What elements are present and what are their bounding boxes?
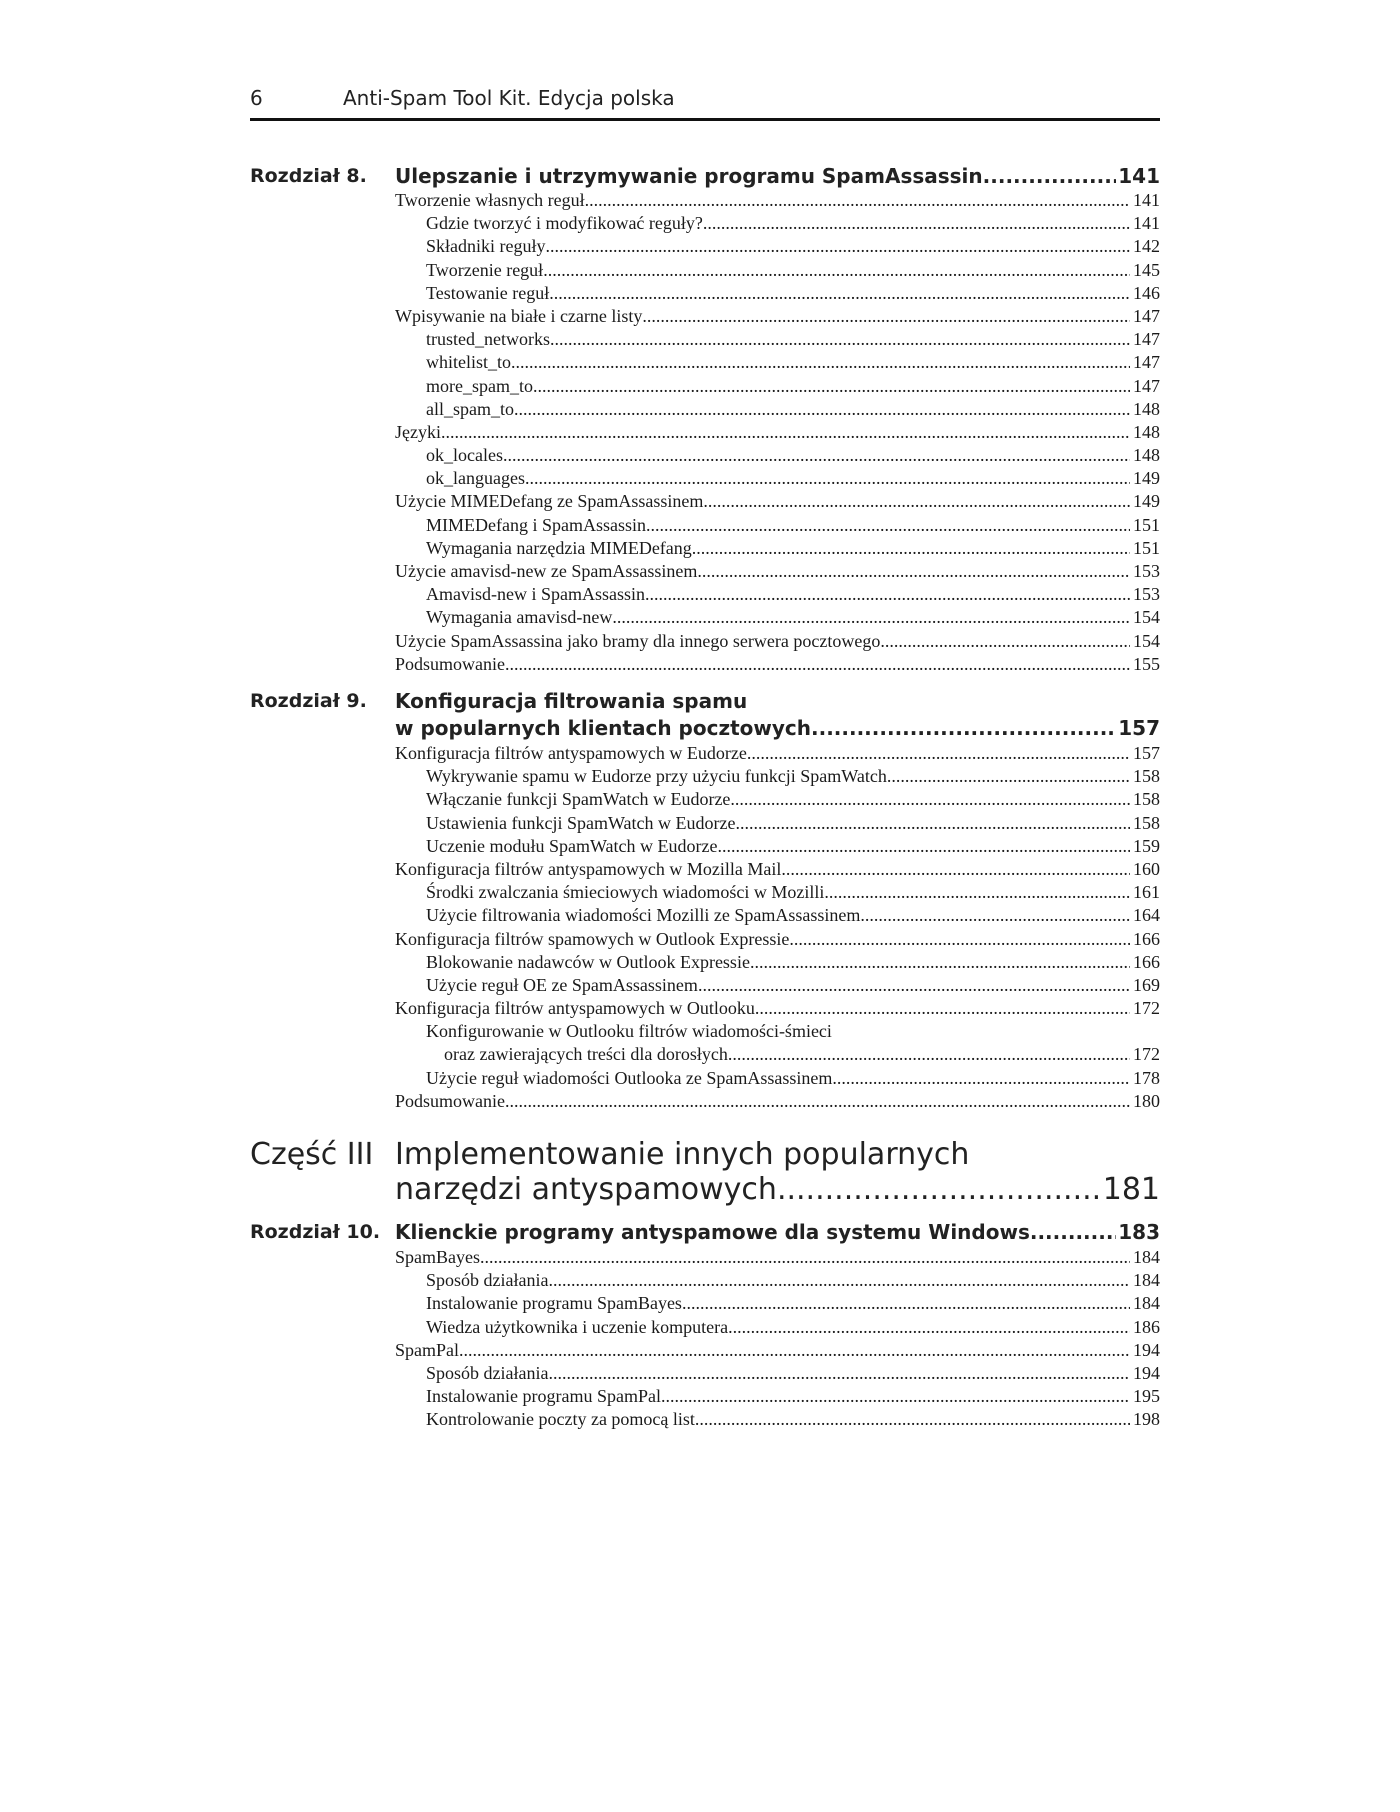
toc-entry-title: Wiedza użytkownika i uczenie komputera	[426, 1316, 729, 1337]
toc-entry-page: 149	[1133, 491, 1160, 512]
dot-leader	[1030, 1219, 1116, 1246]
dot-leader	[781, 858, 1130, 881]
toc-entry-page: 147	[1133, 305, 1160, 326]
dot-leader	[480, 1246, 1130, 1269]
chapter-title-text: Ulepszanie i utrzymywanie programu SpamAssassin	[395, 164, 983, 188]
toc-entry[interactable]	[395, 835, 1160, 858]
toc-entry[interactable]	[395, 421, 1160, 444]
toc-entry-page: 141	[1133, 213, 1160, 234]
toc-entry[interactable]	[395, 259, 1160, 282]
dot-leader	[692, 537, 1130, 560]
dot-leader	[661, 1385, 1130, 1408]
book-title: Anti-Spam Tool Kit. Edycja polska	[343, 86, 675, 110]
dot-leader	[546, 235, 1131, 258]
toc-entry[interactable]	[395, 189, 1160, 212]
toc-entry[interactable]	[395, 881, 1160, 904]
toc-entry[interactable]	[395, 351, 1160, 374]
toc-entry-page: 198	[1133, 1409, 1160, 1430]
toc-entry-page: 151	[1133, 514, 1160, 535]
toc-entry-page: 172	[1133, 1044, 1160, 1065]
chapter-title[interactable]	[395, 163, 1160, 190]
toc-entry[interactable]	[395, 235, 1160, 258]
toc-entry-page: 153	[1133, 561, 1160, 581]
toc-entry-title: Testowanie reguł	[426, 282, 550, 303]
dot-leader	[755, 997, 1130, 1020]
dot-leader	[703, 490, 1130, 513]
toc-entry-title: Konfiguracja filtrów antyspamowych w Eudorze	[395, 743, 747, 763]
toc-entry-page: 146	[1133, 282, 1160, 303]
toc-entry-title: Środki zwalczania śmieciowych wiadomości w Mozilli	[426, 882, 825, 903]
toc-entry[interactable]	[395, 1269, 1160, 1292]
dot-leader	[503, 444, 1130, 467]
toc-entry-page: 160	[1133, 858, 1160, 879]
dot-leader	[887, 765, 1130, 788]
dot-leader	[459, 1339, 1130, 1362]
dot-leader	[832, 1067, 1130, 1090]
toc-entry-page: 141	[1133, 190, 1160, 210]
page-number: 6	[250, 86, 263, 110]
toc-entry-title: Konfiguracja filtrów spamowych w Outlook Expressie	[395, 928, 790, 949]
toc-entry-title: Sposób działania	[426, 1270, 549, 1291]
toc-entry-page: 148	[1133, 421, 1160, 442]
toc-entry-page: 180	[1133, 1090, 1160, 1111]
dot-leader	[811, 715, 1116, 742]
dot-leader	[585, 189, 1130, 212]
toc-entry-page: 145	[1133, 259, 1160, 280]
toc-entry[interactable]	[395, 630, 1160, 653]
toc-entry[interactable]	[395, 328, 1160, 351]
toc-entry[interactable]	[395, 398, 1160, 421]
chapter-title[interactable]	[395, 1219, 1160, 1246]
toc-entry-page: 154	[1133, 607, 1160, 628]
dot-leader	[698, 974, 1130, 997]
toc-entry-page: 158	[1133, 766, 1160, 787]
toc-entry-page: 155	[1133, 653, 1160, 674]
dot-leader	[728, 1043, 1130, 1066]
toc-entry-title: Amavisd-new i SpamAssassin	[426, 584, 645, 605]
toc-entry-page: 166	[1133, 951, 1160, 972]
chapter-page: 141	[1118, 164, 1160, 188]
toc-entry-title: Użycie SpamAssassina jako bramy dla innego serwera pocztowego	[395, 630, 881, 651]
toc-entry[interactable]	[395, 788, 1160, 811]
toc-entry-page: 186	[1133, 1316, 1160, 1337]
toc-entry[interactable]	[395, 1408, 1160, 1431]
toc-entry-title: Instalowanie programu SpamPal	[426, 1386, 661, 1407]
dot-leader	[730, 788, 1130, 811]
toc-entry-title: Wpisywanie na białe i czarne listy	[395, 305, 643, 326]
toc-entry-title: Wymagania narzędzia MIMEDefang	[426, 537, 692, 558]
toc-entry[interactable]	[395, 282, 1160, 305]
toc-entry-page: 148	[1133, 445, 1160, 466]
toc-entry-page: 153	[1133, 584, 1160, 605]
toc-entry-title: Wymagania amavisd-new	[426, 607, 613, 628]
dot-leader	[747, 742, 1130, 765]
toc-entry[interactable]	[395, 212, 1160, 235]
toc-entry-title: ok_languages	[426, 468, 525, 489]
dot-leader	[543, 259, 1130, 282]
toc-entry-page: 154	[1133, 630, 1160, 651]
dot-leader	[697, 560, 1130, 583]
toc-entry-page: 164	[1133, 905, 1160, 926]
toc-entry-page: 147	[1133, 352, 1160, 373]
part-title-text: narzędzi antyspamowych	[395, 1172, 777, 1207]
toc-entry-page: 184	[1133, 1293, 1160, 1314]
dot-leader	[548, 1269, 1130, 1292]
dot-leader	[824, 881, 1130, 904]
toc-entry-title: Blokowanie nadawców w Outlook Expressie	[426, 951, 750, 972]
toc-entry-title: trusted_networks	[426, 329, 550, 350]
dot-leader	[505, 653, 1130, 676]
part-title[interactable]	[395, 1137, 1160, 1207]
toc-entry-title: oraz zawierających treści dla dorosłych	[444, 1044, 728, 1065]
toc-entry-title: Języki	[395, 421, 441, 442]
dot-leader	[642, 305, 1130, 328]
dot-leader	[983, 163, 1117, 190]
dot-leader	[511, 351, 1130, 374]
toc-entry-page: 148	[1133, 398, 1160, 419]
dot-leader	[646, 514, 1130, 537]
toc-entry-page: 158	[1133, 789, 1160, 810]
toc-entry-title: Uczenie modułu SpamWatch w Eudorze	[426, 835, 718, 856]
toc-entry-title: Instalowanie programu SpamBayes	[426, 1293, 682, 1314]
toc-entry-title: Tworzenie reguł	[426, 259, 544, 280]
toc-entry-title: Użycie filtrowania wiadomości Mozilli ze SpamAssassinem	[426, 905, 861, 926]
header-rule	[250, 118, 1160, 121]
toc-entry-page: 184	[1133, 1247, 1160, 1267]
toc-entry-page: 151	[1133, 537, 1160, 558]
dot-leader	[645, 583, 1130, 606]
dot-leader	[695, 1408, 1130, 1431]
dot-leader	[548, 1362, 1130, 1385]
dot-leader	[550, 328, 1130, 351]
toc-entry-title: Włączanie funkcji SpamWatch w Eudorze	[426, 789, 731, 810]
dot-leader	[735, 812, 1130, 835]
dot-leader	[789, 928, 1130, 951]
toc-entry[interactable]	[395, 1339, 1160, 1362]
toc-entry-page: 158	[1133, 812, 1160, 833]
toc-entry-title: Wykrywanie spamu w Eudorze przy użyciu funkcji SpamWatch	[426, 766, 887, 787]
chapter-title-text: Klienckie programy antyspamowe dla systemu Windows	[395, 1220, 1030, 1244]
dot-leader	[612, 606, 1130, 629]
dot-leader	[525, 467, 1130, 490]
toc-entry-title: Użycie reguł wiadomości Outlooka ze SpamAssassinem	[426, 1067, 833, 1088]
toc-entry-page: 172	[1133, 998, 1160, 1019]
toc-entry[interactable]	[395, 1292, 1160, 1315]
toc-entry[interactable]	[395, 904, 1160, 927]
toc-entry[interactable]	[395, 1067, 1160, 1090]
toc-entries	[395, 742, 1160, 1113]
toc-entry[interactable]	[395, 537, 1160, 560]
part-title-text: Implementowanie innych popularnych	[395, 1137, 970, 1172]
dot-leader	[441, 421, 1130, 444]
dot-leader	[717, 835, 1130, 858]
toc-entry-page: 147	[1133, 375, 1160, 396]
toc-entry[interactable]	[395, 653, 1160, 676]
toc-entry-page: 147	[1133, 329, 1160, 350]
toc-entry[interactable]	[395, 1043, 1160, 1066]
toc-entry[interactable]	[395, 606, 1160, 629]
toc-entry[interactable]	[395, 812, 1160, 835]
toc-entry-title: SpamPal	[395, 1339, 460, 1360]
toc-entry[interactable]	[395, 1385, 1160, 1408]
dot-leader	[860, 904, 1130, 927]
toc-entry-title: whitelist_to	[426, 352, 511, 373]
toc-entry-title: all_spam_to	[426, 398, 514, 419]
dot-leader	[880, 630, 1130, 653]
toc-entry[interactable]	[395, 305, 1160, 328]
dot-leader	[514, 398, 1130, 421]
toc-entry-title: Konfiguracja filtrów antyspamowych w Mozilla Mail	[395, 858, 782, 879]
toc-entry-title: Użycie MIMEDefang ze SpamAssassinem	[395, 491, 704, 512]
toc-entry[interactable]	[395, 951, 1160, 974]
chapter-label: Rozdział 9.	[250, 690, 367, 712]
toc-entry-page: 159	[1133, 835, 1160, 856]
toc-entry-page: 194	[1133, 1362, 1160, 1383]
toc-entry-page: 142	[1133, 236, 1160, 257]
dot-leader	[549, 282, 1130, 305]
toc-entry-title: Konfiguracja filtrów antyspamowych w Outlooku	[395, 998, 755, 1019]
toc-entry-page: 166	[1133, 928, 1160, 949]
dot-leader	[728, 1316, 1130, 1339]
toc-entry[interactable]	[395, 974, 1160, 997]
chapter-page: 183	[1118, 1220, 1160, 1244]
toc-entry[interactable]	[395, 1090, 1160, 1113]
toc-entry[interactable]	[395, 1246, 1160, 1269]
toc-entry[interactable]	[395, 997, 1160, 1020]
toc-entry[interactable]	[395, 1020, 1160, 1043]
toc-entry[interactable]	[395, 583, 1160, 606]
toc-entry-title: Użycie amavisd-new ze SpamAssassinem	[395, 561, 698, 581]
toc-entry[interactable]	[395, 560, 1160, 583]
toc-entry-title: more_spam_to	[426, 375, 533, 396]
dot-leader	[777, 1172, 1101, 1207]
toc-entry[interactable]	[395, 1362, 1160, 1385]
toc-entry-title: Tworzenie własnych reguł	[395, 190, 585, 210]
toc-entry-title: SpamBayes	[395, 1247, 480, 1267]
dot-leader	[533, 375, 1130, 398]
toc-entry-title: ok_locales	[426, 445, 503, 466]
toc-entry-title: MIMEDefang i SpamAssassin	[426, 514, 646, 535]
part-label: Część III	[250, 1137, 374, 1172]
toc-entry-page: 194	[1133, 1339, 1160, 1360]
toc-entry-title: Podsumowanie	[395, 1090, 505, 1111]
chapter-label: Rozdział 10.	[250, 1221, 381, 1243]
dot-leader	[505, 1090, 1130, 1113]
toc-entries	[395, 189, 1160, 676]
toc-entry-title: Podsumowanie	[395, 653, 505, 674]
chapter-title[interactable]	[395, 688, 1160, 742]
toc-entry[interactable]	[395, 444, 1160, 467]
chapter-title-text: w popularnych klientach pocztowych	[395, 716, 811, 740]
toc-entries	[395, 1246, 1160, 1432]
dot-leader	[750, 951, 1130, 974]
toc-entry-title: Ustawienia funkcji SpamWatch w Eudorze	[426, 812, 736, 833]
toc-entry[interactable]	[395, 928, 1160, 951]
toc-entry-title: Kontrolowanie poczty za pomocą list	[426, 1409, 695, 1430]
toc-entry[interactable]	[395, 375, 1160, 398]
toc-entry[interactable]	[395, 858, 1160, 881]
toc-entry[interactable]	[395, 467, 1160, 490]
toc-entry-page: 157	[1133, 743, 1160, 763]
toc-entry-title: Użycie reguł OE ze SpamAssassinem	[426, 974, 698, 995]
dot-leader	[703, 212, 1130, 235]
chapter-label: Rozdział 8.	[250, 165, 367, 187]
toc-entry[interactable]	[395, 1316, 1160, 1339]
toc-entry[interactable]	[395, 514, 1160, 537]
chapter-page: 157	[1118, 716, 1160, 740]
toc-entry[interactable]	[395, 490, 1160, 513]
toc-entry-title: Konfigurowanie w Outlooku filtrów wiadomości-śmieci	[426, 1021, 832, 1042]
toc-entry-page: 178	[1133, 1067, 1160, 1088]
toc-entry[interactable]	[395, 742, 1160, 765]
toc-entry-page: 149	[1133, 468, 1160, 489]
toc-entry-page: 195	[1133, 1386, 1160, 1407]
chapter-title-text: Konfiguracja filtrowania spamu	[395, 689, 748, 713]
toc-entry-page: 184	[1133, 1270, 1160, 1291]
page-header	[250, 86, 1160, 120]
toc-entry-title: Gdzie tworzyć i modyfikować reguły?	[426, 213, 703, 234]
toc-entry-title: Sposób działania	[426, 1362, 549, 1383]
part-page: 181	[1102, 1172, 1160, 1207]
dot-leader	[682, 1292, 1130, 1315]
toc-entry-title: Składniki reguły	[426, 236, 546, 257]
toc-entry[interactable]	[395, 765, 1160, 788]
toc-entry-page: 169	[1133, 974, 1160, 995]
toc-entry-page: 161	[1133, 882, 1160, 903]
